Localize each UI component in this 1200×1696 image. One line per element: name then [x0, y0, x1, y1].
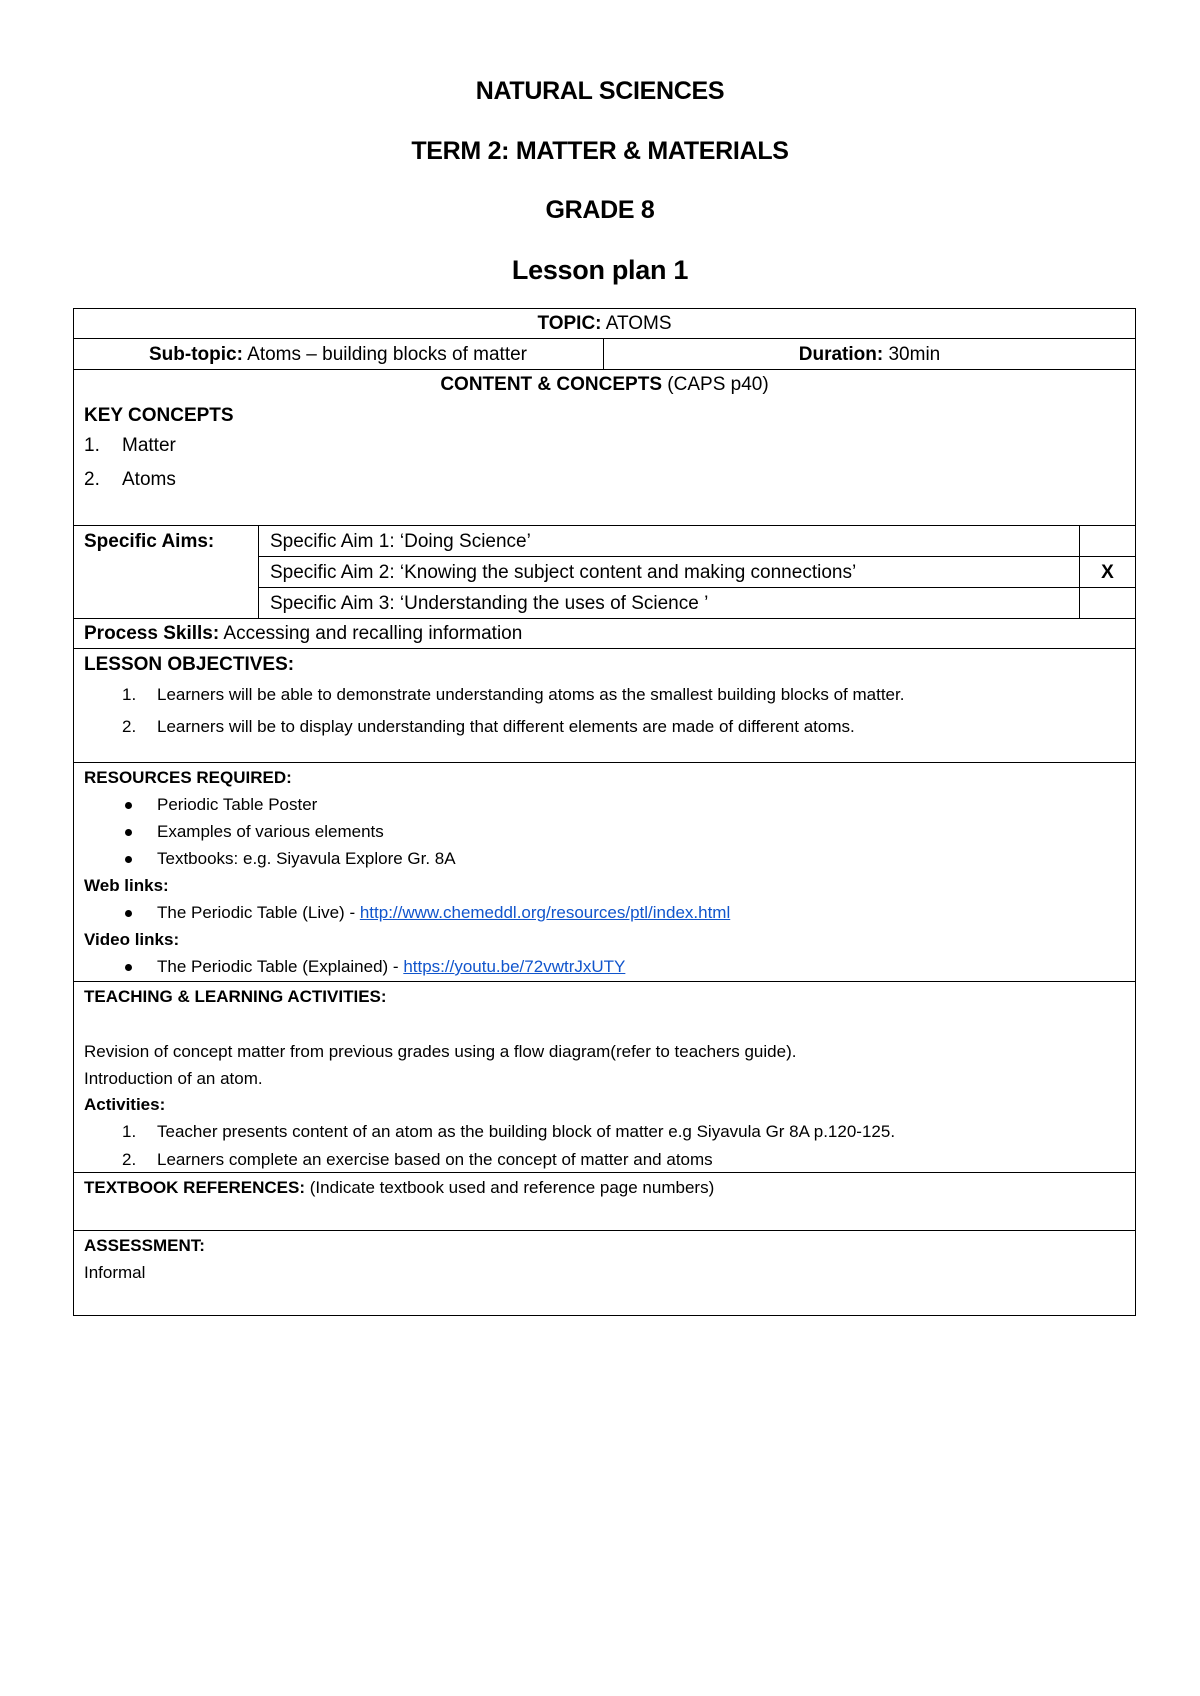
- objective-num: 1.: [122, 685, 137, 704]
- duration-value: 30min: [883, 344, 941, 365]
- col-divider: [258, 525, 259, 618]
- textbook-cell: [84, 1177, 714, 1199]
- process-skills-cell: [84, 623, 522, 645]
- activity-num: 2.: [122, 1150, 137, 1169]
- bullet-icon: [125, 829, 132, 836]
- objective-item: Learners will be to display understanding that different elements are made of different atoms.: [157, 717, 855, 736]
- row-divider: [73, 1230, 1136, 1231]
- key-concept-num: 1.: [84, 435, 100, 456]
- video-link-item: [157, 956, 625, 978]
- row-divider: [258, 587, 1136, 588]
- textbook-label: TEXTBOOK REFERENCES:: [84, 1178, 306, 1197]
- process-skills-value: Accessing and recalling information: [219, 623, 523, 644]
- term-heading: TERM 2: MATTER & MATERIALS: [411, 137, 789, 165]
- activity-num: 1.: [122, 1122, 137, 1141]
- row-divider: [73, 369, 1136, 370]
- row-divider: [258, 556, 1136, 557]
- row-divider: [73, 1172, 1136, 1173]
- web-link[interactable]: http://www.chemeddl.org/resources/ptl/index.html: [359, 903, 731, 922]
- resource-item: Periodic Table Poster: [157, 795, 318, 814]
- web-link-text: The Periodic Table (Live) -: [157, 903, 360, 922]
- web-link-item: [157, 902, 730, 924]
- key-concept-num: 2.: [84, 469, 100, 490]
- web-links-label: Web links:: [84, 876, 169, 895]
- assessment-label: ASSESSMENT:: [84, 1236, 205, 1255]
- revision-text: Revision of concept matter from previous grades using a flow diagram(refer to teachers guide).: [84, 1042, 797, 1061]
- activities-label: Activities:: [84, 1095, 166, 1114]
- key-concept-item: Atoms: [122, 469, 176, 490]
- aim-row: Specific Aim 3: ‘Understanding the uses of Science ’: [270, 593, 709, 614]
- video-link[interactable]: https://youtu.be/72vwtrJxUTY: [403, 957, 626, 976]
- row-divider: [73, 648, 1136, 649]
- aim-row: Specific Aim 2: ‘Knowing the subject content and making connections’: [270, 562, 857, 583]
- activity-item: Learners complete an exercise based on the concept of matter and atoms: [157, 1150, 713, 1169]
- grade-heading: GRADE 8: [545, 196, 655, 224]
- bullet-icon: [125, 802, 132, 809]
- bullet-icon: [125, 910, 132, 917]
- video-links-label: Video links:: [84, 930, 180, 949]
- textbook-value: (Indicate textbook used and reference page numbers): [305, 1178, 715, 1197]
- row-divider: [73, 338, 1136, 339]
- subtopic-value: Atoms – building blocks of matter: [242, 344, 528, 365]
- aim-row: Specific Aim 1: ‘Doing Science’: [270, 531, 531, 552]
- bullet-icon: [125, 856, 132, 863]
- row-divider: [73, 618, 1136, 619]
- resource-item: Textbooks: e.g. Siyavula Explore Gr. 8A: [157, 849, 456, 868]
- subject-heading: NATURAL SCIENCES: [475, 77, 725, 105]
- lesson-heading: Lesson plan 1: [511, 255, 689, 285]
- row-divider: [73, 981, 1136, 982]
- activity-item: Teacher presents content of an atom as the building block of matter e.g Siyavula Gr 8A p.120-125.: [157, 1122, 896, 1141]
- duration-cell: [603, 344, 1136, 366]
- objective-num: 2.: [122, 717, 137, 736]
- assessment-value: Informal: [84, 1263, 146, 1282]
- process-skills-label: Process Skills:: [84, 623, 220, 644]
- topic-cell: [73, 313, 1136, 335]
- key-concepts-label: KEY CONCEPTS: [84, 405, 234, 426]
- objective-item: Learners will be able to demonstrate understanding atoms as the smallest building blocks of matter.: [157, 685, 905, 704]
- row-divider: [73, 762, 1136, 763]
- content-label: CONTENT & CONCEPTS: [440, 374, 663, 395]
- video-link-text: The Periodic Table (Explained) -: [157, 957, 404, 976]
- subtopic-label: Sub-topic:: [148, 344, 243, 365]
- activities-heading: TEACHING & LEARNING ACTIVITIES:: [84, 987, 387, 1006]
- aim-mark: X: [1101, 562, 1114, 583]
- objectives-label: LESSON OBJECTIVES:: [84, 654, 295, 675]
- specific-aims-label: Specific Aims:: [84, 531, 215, 552]
- topic-value: ATOMS: [601, 313, 672, 334]
- intro-text: Introduction of an atom.: [84, 1069, 263, 1088]
- key-concept-item: Matter: [122, 435, 176, 456]
- duration-label: Duration:: [798, 344, 884, 365]
- resource-item: Examples of various elements: [157, 822, 384, 841]
- resources-label: RESOURCES REQUIRED:: [84, 768, 292, 787]
- bullet-icon: [125, 964, 132, 971]
- row-divider: [73, 525, 1136, 526]
- subtopic-cell: [73, 344, 603, 366]
- content-heading: [73, 374, 1136, 396]
- content-ref: (CAPS p40): [662, 374, 769, 395]
- topic-label: TOPIC:: [537, 313, 602, 334]
